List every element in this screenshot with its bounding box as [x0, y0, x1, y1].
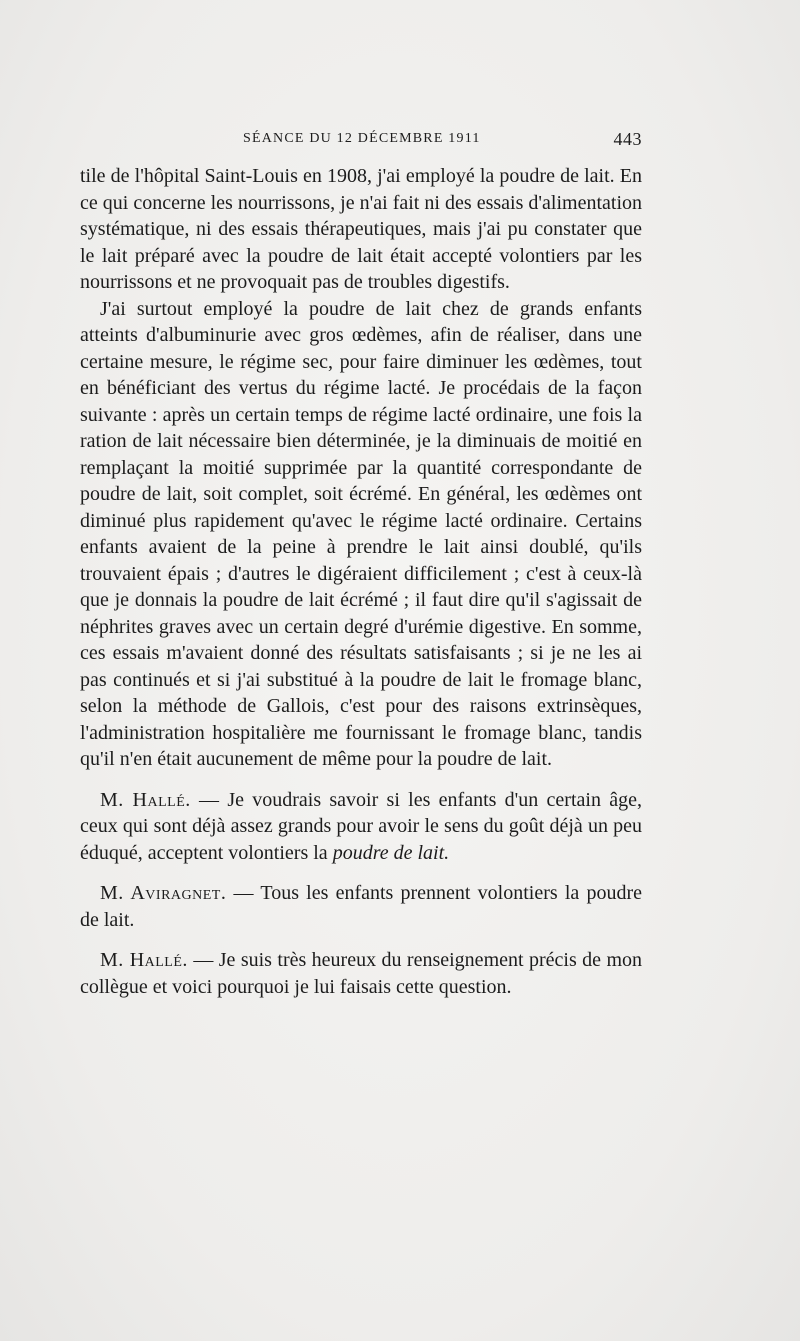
speaker-name: M. Hallé. — [100, 949, 188, 971]
speech-text: — Tous les enfants prennent volontiers la poudre de lait. — [80, 882, 642, 931]
paragraph-main: J'ai surtout employé la poudre de lait chez de grands enfants atteints d'albuminurie avec gros œdèmes, afin de réaliser, dans une certaine mesure, le régime sec, pour faire diminuer les œdèmes, tout en bénéficiant des vertus du régime lacté. Je procédais de la façon suivante : après un certain temps de régime lacté ordinaire, une fois la ration de lait nécessaire bien déterminée, je la diminuais de moitié en remplaçant la moitié supprimée par la quantité correspondante de poudre de lait, soit complet, soit écrémé. En général, les œdèmes ont diminué plus rapidement qu'avec le régime lacté ordinaire. Certains enfants avaient de la peine à prendre le lait ainsi doublé, qu'ils trouvaient épais ; d'autres le digéraient difficilement ; c'est à ceux-là que je donnais la poudre de lait écrémé ; il faut dire qu'il s'agissait de néphrites graves avec un certain degré d'urémie digestive. En somme, ces essais m'avaient donné des résultats satisfaisants ; si je ne les ai pas continués et si j'ai substitué à la poudre de lait le fromage blanc, selon la méthode de Gallois, c'est pour des raisons extrinsèques, l'administration hospitalière me fournissant le fromage blanc, tandis qu'il n'en était aucunement de même pour la poudre de lait. — [80, 297, 642, 770]
speaker-name: M. Aviragnet. — [100, 882, 227, 904]
speaker-name: M. Hallé. — [100, 788, 191, 811]
exchange-halle-question — [80, 787, 642, 867]
running-head: SÉANCE DU 12 DÉCEMBRE 1911 — [243, 131, 481, 146]
page-header — [80, 131, 642, 155]
paragraph-continuation: tile de l'hôpital Saint-Louis en 1908, j'ai employé la poudre de lait. En ce qui concerne les nourrissons, je n'ai fait ni des essais d'alimentation systématique, ni des essais thérapeutiques, mais j'ai pu constater que le lait préparé avec la poudre de lait était accepté volontiers par les nourrissons et ne provoquait pas de troubles digestifs. — [80, 165, 642, 293]
speech-text: — Je voudrais savoir si les enfants d'un certain âge, ceux qui sont déjà assez grands pour avoir le sens du goût déjà un peu éduqué, acceptent volontiers la — [80, 788, 642, 864]
exchange-halle-reply — [80, 947, 642, 1000]
body-text — [80, 163, 642, 1000]
page-number: 443 — [613, 129, 642, 149]
speech-emphasis: poudre de lait. — [332, 841, 450, 864]
speech-text: — Je suis très heureux du renseignement précis de mon collègue et voici pourquoi je lui faisais cette question. — [80, 949, 642, 998]
exchange-aviragnet-answer — [80, 880, 642, 933]
